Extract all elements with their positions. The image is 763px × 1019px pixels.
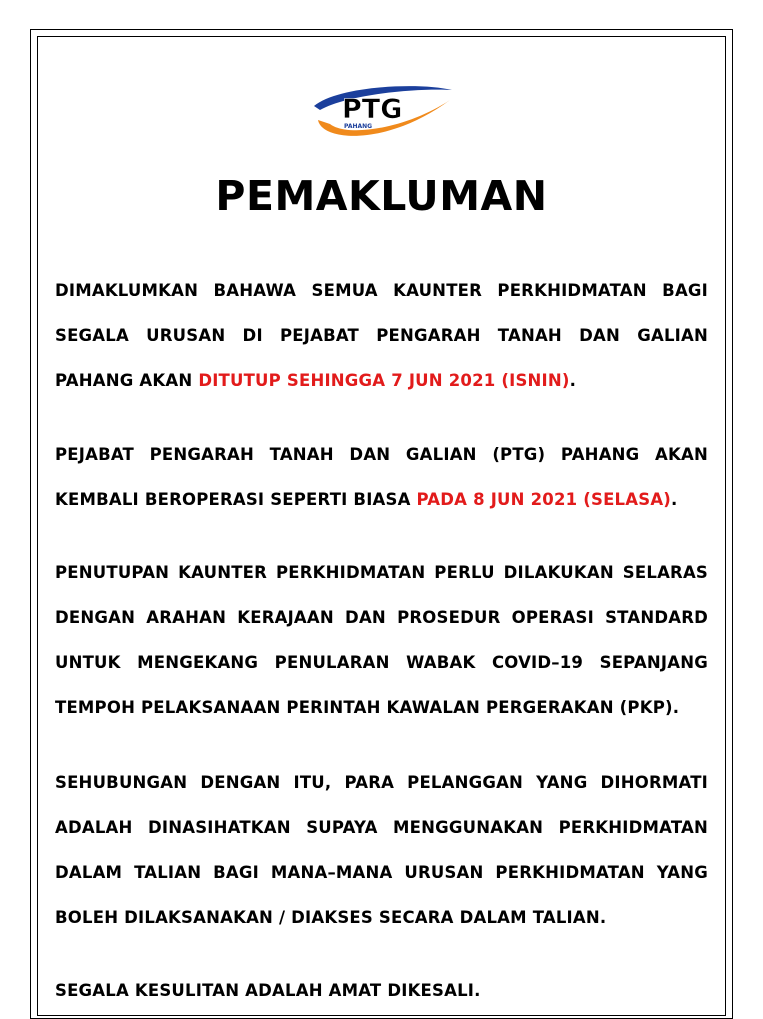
paragraph-closure-notice [55, 268, 708, 403]
ptg-logo [308, 80, 456, 146]
paragraph-text: DIMAKLUMKAN BAHAWA SEMUA KAUNTER PERKHIDMATAN BAGI SEGALA URUSAN DI PEJABAT PENGARAH TANAH DAN GALIAN PAHANG AKAN [55, 281, 708, 390]
paragraph-text: PEJABAT PENGARAH TANAH DAN GALIAN (PTG) PAHANG AKAN KEMBALI BEROPERASI SEPERTI BIASA [55, 445, 708, 509]
logo-subtext: PAHANG [344, 123, 373, 130]
paragraph-closure-reason: PENUTUPAN KAUNTER PERKHIDMATAN PERLU DILAKUKAN SELARAS DENGAN ARAHAN KERAJAAN DAN PROSEDUR OPERASI STANDARD UNTUK MENGEKANG PENULARAN WABAK COVID–19 SEPANJANG TEMPOH PELAKSANAAN PERINTAH KAWALAN PERGERAKAN (PKP). [55, 563, 708, 717]
paragraph-apology: SEGALA KESULITAN ADALAH AMAT DIKESALI. [55, 981, 481, 1000]
paragraph-online-advice: SEHUBUNGAN DENGAN ITU, PARA PELANGGAN YANG DIHORMATI ADALAH DINASIHATKAN SUPAYA MENGGUNAKAN PERKHIDMATAN DALAM TALIAN BAGI MANA–MANA URUSAN PERKHIDMATAN YANG BOLEH DILAKSANAKAN / DIAKSES SECARA DALAM TALIAN. [55, 773, 708, 927]
paragraph-end: . [569, 371, 577, 390]
logo-text: PTG [342, 94, 403, 125]
reopening-date-highlight: PADA 8 JUN 2021 (SELASA) [416, 490, 672, 509]
page-title: PEMAKLUMAN [215, 172, 548, 220]
paragraph-end: . [671, 490, 678, 509]
paragraph-reopening-notice [55, 432, 708, 522]
closure-date-highlight: DITUTUP SEHINGGA 7 JUN 2021 (ISNIN) [198, 371, 570, 390]
